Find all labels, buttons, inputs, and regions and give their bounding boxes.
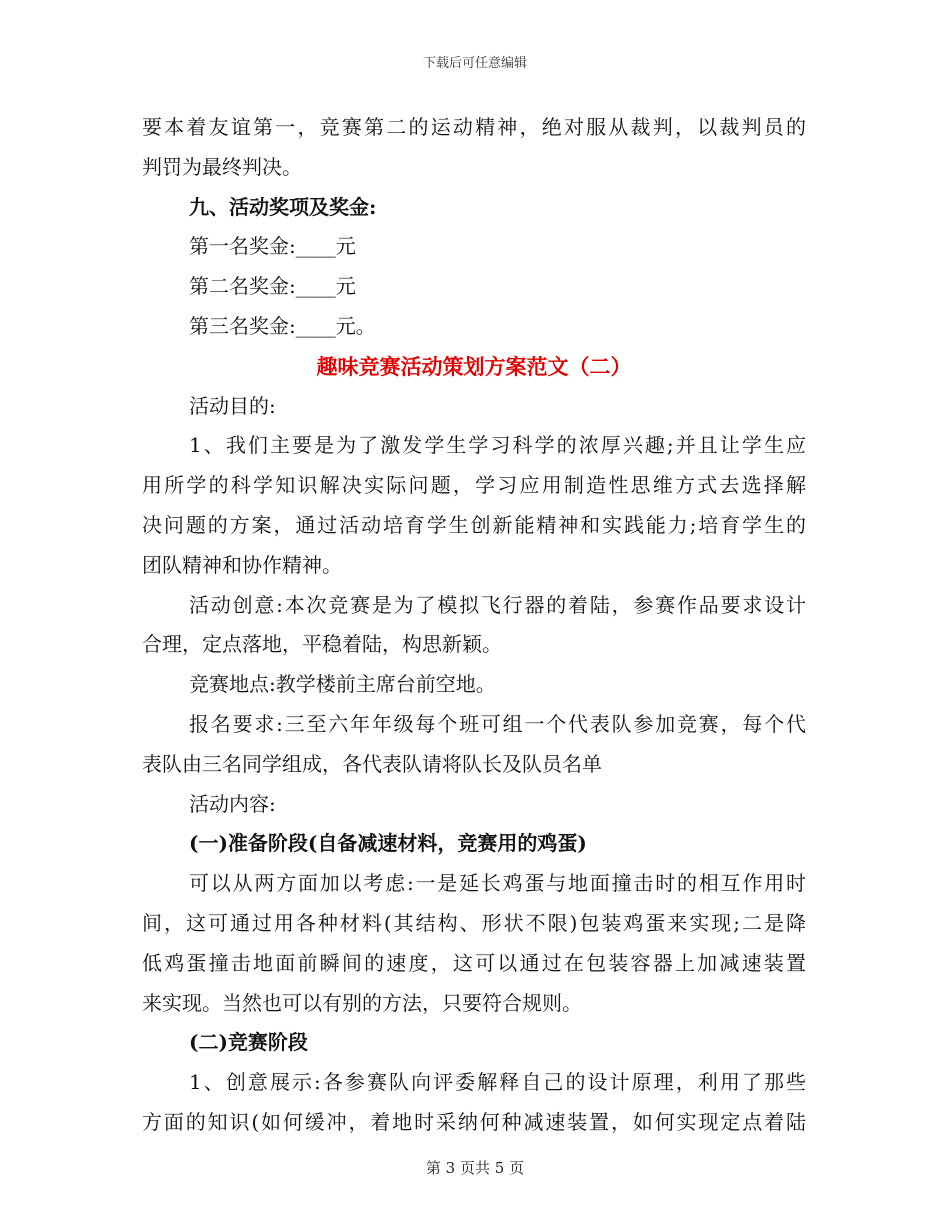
text-line: 第三名奖金:____元。 <box>189 313 376 338</box>
text-line: (一)准备阶段(自备减速材料，竞赛用的鸡蛋) <box>189 831 587 856</box>
text-line: 第一名奖金:____元 <box>189 234 356 259</box>
text-line: 团队精神和协作精神。 <box>142 552 342 577</box>
document-body <box>142 108 806 1143</box>
page-header: 下载后可任意编辑 <box>422 56 527 71</box>
text-line: 间，这可通过用各种材料(其结构、形状不限)包装鸡蛋来实现;二是降 <box>142 910 806 935</box>
text-line: 第二名奖金:____元 <box>189 274 356 299</box>
text-line: 可以从两方面加以考虑:一是延长鸡蛋与地面撞击时的相互作用时 <box>189 871 806 896</box>
text-line: 活动创意:本次竞赛是为了模拟飞行器的着陆，参赛作品要求设计 <box>189 592 806 617</box>
text-line: (二)竞赛阶段 <box>189 1030 308 1055</box>
section-title: 趣味竞赛活动策划方案范文（二） <box>316 353 632 379</box>
text-line: 1、我们主要是为了激发学生学习科学的浓厚兴趣;并且让学生应 <box>189 433 806 458</box>
text-line: 九、活动奖项及奖金: <box>189 194 377 219</box>
text-line: 方面的知识(如何缓冲，着地时采纳何种减速装置，如何实现定点着陆 <box>142 1109 806 1134</box>
text-line: 竞赛地点:教学楼前主席台前空地。 <box>189 672 496 697</box>
text-line: 活动目的: <box>189 393 276 418</box>
text-line: 低鸡蛋撞击地面前瞬间的速度，这可以通过在包装容器上加减速装置 <box>142 950 806 975</box>
text-line: 活动内容: <box>189 791 276 816</box>
text-line: 报名要求:三至六年年级每个班可组一个代表队参加竞赛，每个代 <box>189 711 806 736</box>
text-line: 合理，定点落地，平稳着陆，构思新颖。 <box>142 632 502 657</box>
text-line: 决问题的方案，通过活动培育学生创新能精神和实践能力;培育学生的 <box>142 512 806 537</box>
text-line: 1、创意展示:各参赛队向评委解释自己的设计原理，利用了那些 <box>189 1070 806 1095</box>
text-line: 用所学的科学知识解决实际问题，学习应用制造性思维方式去选择解 <box>142 473 806 498</box>
text-line: 要本着友谊第一，竞赛第二的运动精神，绝对服从裁判，以裁判员的 <box>142 115 806 139</box>
text-line: 来实现。当然也可以有别的方法，只要符合规则。 <box>142 990 582 1015</box>
page-footer: 第 3 页共 5 页 <box>425 1159 525 1177</box>
text-line: 判罚为最终判决。 <box>142 154 302 179</box>
text-line: 表队由三名同学组成，各代表队请将队长及队员名单 <box>142 751 602 776</box>
